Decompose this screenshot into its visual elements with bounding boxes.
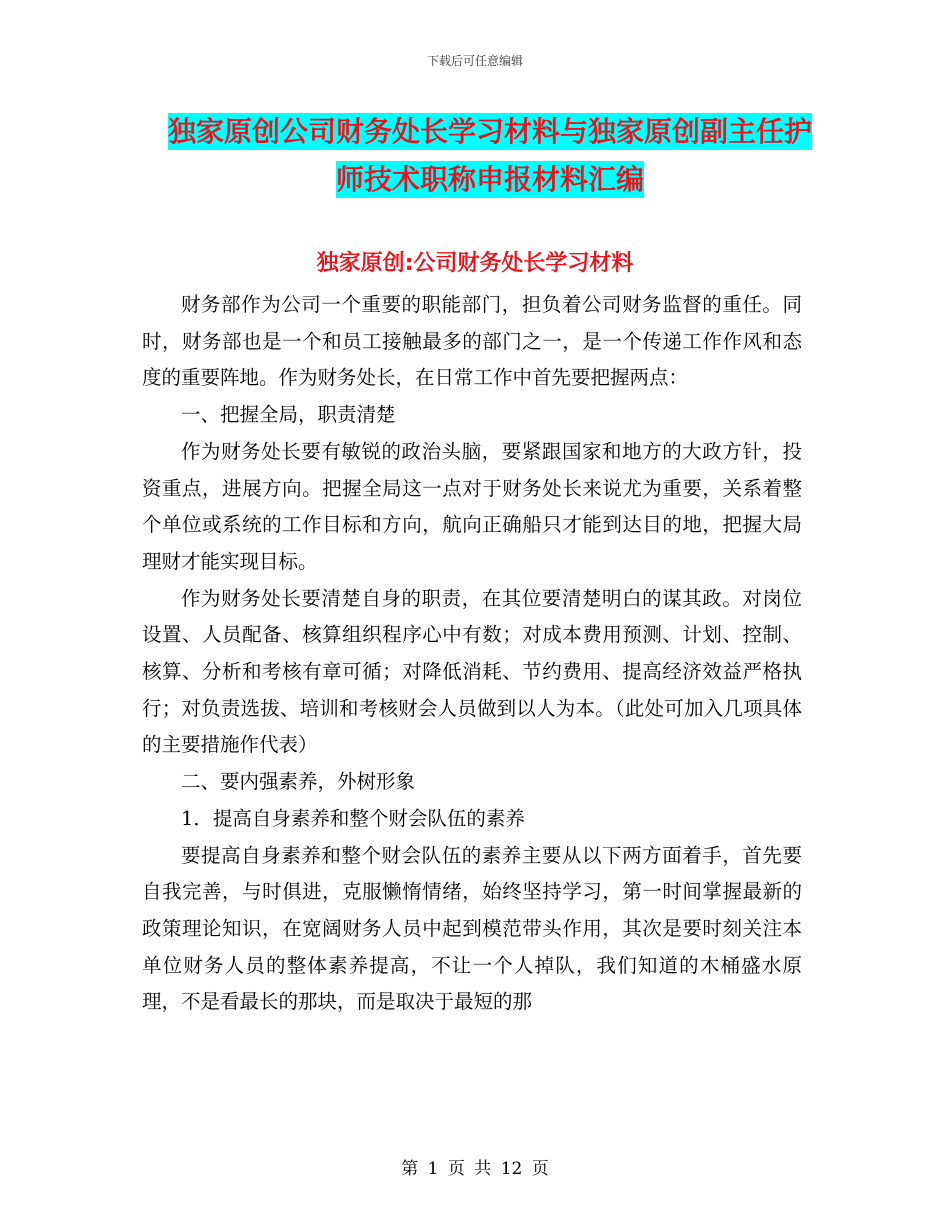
document-title-line-1: 独家原创公司财务处长学习材料与独家原创副主任护 [167,115,812,148]
document-title-line-2: 师技术职称申报材料汇编 [335,163,644,196]
paragraph-duties: 作为财务处长要清楚自身的职责，在其位要清楚明白的谋其政。对岗位设置、人员配备、核算组织程序心中有数；对成本费用预测、计划、控制、核算、分析和考核有章可循；对降低消耗、节约费用、提高经济效益严格执行；对负责选拔、培训和考核财会人员做到以人为本。（此处可加入几项具体的主要措施作代表） [142,586,802,757]
heading-two: 二、要内强素养，外树形象 [181,770,416,794]
paragraph-quality: 要提高自身素养和整个财会队伍的素养主要从以下两方面着手，首先要自我完善，与时俱进，克服懒惰情绪，始终坚持学习，第一时间掌握最新的政策理论知识，在宽阔财务人员中起到模范带头作用，其次是要时刻关注本单位财务人员的整体素养提高，不让一个人掉队，我们知道的木桶盛水原理，不是看最长的那块，而是取决于最短的那 [142,843,802,1014]
header-note: 下载后可任意编辑 [426,54,523,68]
subheading-one: 1．提高自身素养和整个财会队伍的素养 [181,806,525,830]
page-footer: 第 1 页 共 12 页 [401,1159,549,1179]
document-body [142,287,802,1021]
document-title [150,108,830,204]
heading-one: 一、把握全局，职责清楚 [181,403,396,427]
section-title: 独家原创:公司财务处长学习材料 [316,251,634,276]
paragraph-intro: 财务部作为公司一个重要的职能部门，担负着公司财务监督的重任。同时，财务部也是一个和员工接触最多的部门之一，是一个传递工作作风和态度的重要阵地。作为财务处长，在日常工作中首先要把握两点： [142,293,802,390]
paragraph-overall: 作为财务处长要有敏锐的政治头脑，要紧跟国家和地方的大政方针，投资重点，进展方向。把握全局这一点对于财务处长来说尤为重要，关系着整个单位或系统的工作目标和方向，航向正确船只才能到达目的地，把握大局理财才能实现目标。 [142,439,802,573]
